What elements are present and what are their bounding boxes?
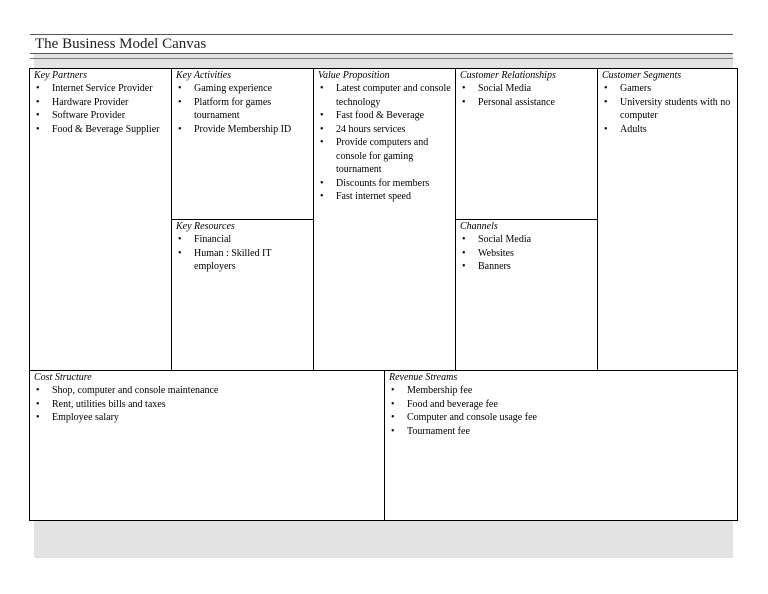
list-item: • Gaming experience bbox=[194, 82, 309, 96]
list-item: • Latest computer and console technology bbox=[336, 82, 451, 109]
value-proposition-heading: Value Proposition bbox=[318, 70, 390, 81]
list-item: • Employee salary bbox=[52, 411, 380, 425]
customer-relationships-list bbox=[460, 82, 593, 109]
customer-segments-list bbox=[602, 82, 733, 136]
list-item: • Social Media bbox=[478, 233, 593, 247]
key-activities-heading: Key Activities bbox=[176, 70, 232, 81]
channels-box bbox=[456, 220, 598, 371]
business-model-canvas bbox=[29, 68, 738, 521]
list-item: • Rent, utilities bills and taxes bbox=[52, 398, 380, 412]
page-footer-area bbox=[34, 521, 733, 558]
list-item: • Computer and console usage fee bbox=[407, 411, 733, 425]
channels-heading: Channels bbox=[460, 221, 498, 232]
cost-structure-box bbox=[30, 371, 385, 520]
list-item: • Adults bbox=[620, 123, 733, 137]
list-item: • Gamers bbox=[620, 82, 733, 96]
key-activities-list bbox=[176, 82, 309, 136]
list-item: • University students with no computer bbox=[620, 96, 733, 123]
revenue-streams-heading: Revenue Streams bbox=[389, 372, 458, 383]
list-item: • Financial bbox=[194, 233, 309, 247]
key-resources-box bbox=[172, 220, 314, 371]
list-item: • Websites bbox=[478, 247, 593, 261]
list-item: • Tournament fee bbox=[407, 425, 733, 439]
list-item: • Human : Skilled IT employers bbox=[194, 247, 309, 274]
list-item: • Software Provider bbox=[52, 109, 167, 123]
title-underline bbox=[30, 58, 733, 59]
key-resources-heading: Key Resources bbox=[176, 221, 235, 232]
cost-structure-heading: Cost Structure bbox=[34, 372, 92, 383]
list-item: • Food & Beverage Supplier bbox=[52, 123, 167, 137]
key-partners-list bbox=[34, 82, 167, 136]
key-partners-box bbox=[30, 69, 172, 371]
customer-segments-heading: Customer Segments bbox=[602, 70, 682, 81]
revenue-streams-box bbox=[385, 371, 737, 520]
value-proposition-list bbox=[318, 82, 451, 204]
customer-relationships-heading: Customer Relationships bbox=[460, 70, 556, 81]
key-activities-box bbox=[172, 69, 314, 220]
list-item: • Internet Service Provider bbox=[52, 82, 167, 96]
list-item: • Banners bbox=[478, 260, 593, 274]
list-item: • Hardware Provider bbox=[52, 96, 167, 110]
list-item: • 24 hours services bbox=[336, 123, 451, 137]
channels-list bbox=[460, 233, 593, 274]
list-item: • Social Media bbox=[478, 82, 593, 96]
list-item: • Membership fee bbox=[407, 384, 733, 398]
value-proposition-box bbox=[314, 69, 456, 371]
list-item: • Provide Membership ID bbox=[194, 123, 309, 137]
customer-relationships-box bbox=[456, 69, 598, 220]
key-partners-heading: Key Partners bbox=[34, 70, 88, 81]
list-item: • Fast internet speed bbox=[336, 190, 451, 204]
page-title: The Business Model Canvas bbox=[35, 36, 207, 52]
list-item: • Provide computers and console for gaming tournament bbox=[336, 136, 451, 177]
list-item: • Food and beverage fee bbox=[407, 398, 733, 412]
key-resources-list bbox=[176, 233, 309, 274]
revenue-streams-list bbox=[389, 384, 733, 438]
cost-structure-list bbox=[34, 384, 380, 425]
list-item: • Fast food & Beverage bbox=[336, 109, 451, 123]
list-item: • Discounts for members bbox=[336, 177, 451, 191]
customer-segments-box bbox=[598, 69, 737, 371]
list-item: • Personal assistance bbox=[478, 96, 593, 110]
list-item: • Platform for games tournament bbox=[194, 96, 309, 123]
title-bar bbox=[30, 34, 733, 54]
list-item: • Shop, computer and console maintenance bbox=[52, 384, 380, 398]
